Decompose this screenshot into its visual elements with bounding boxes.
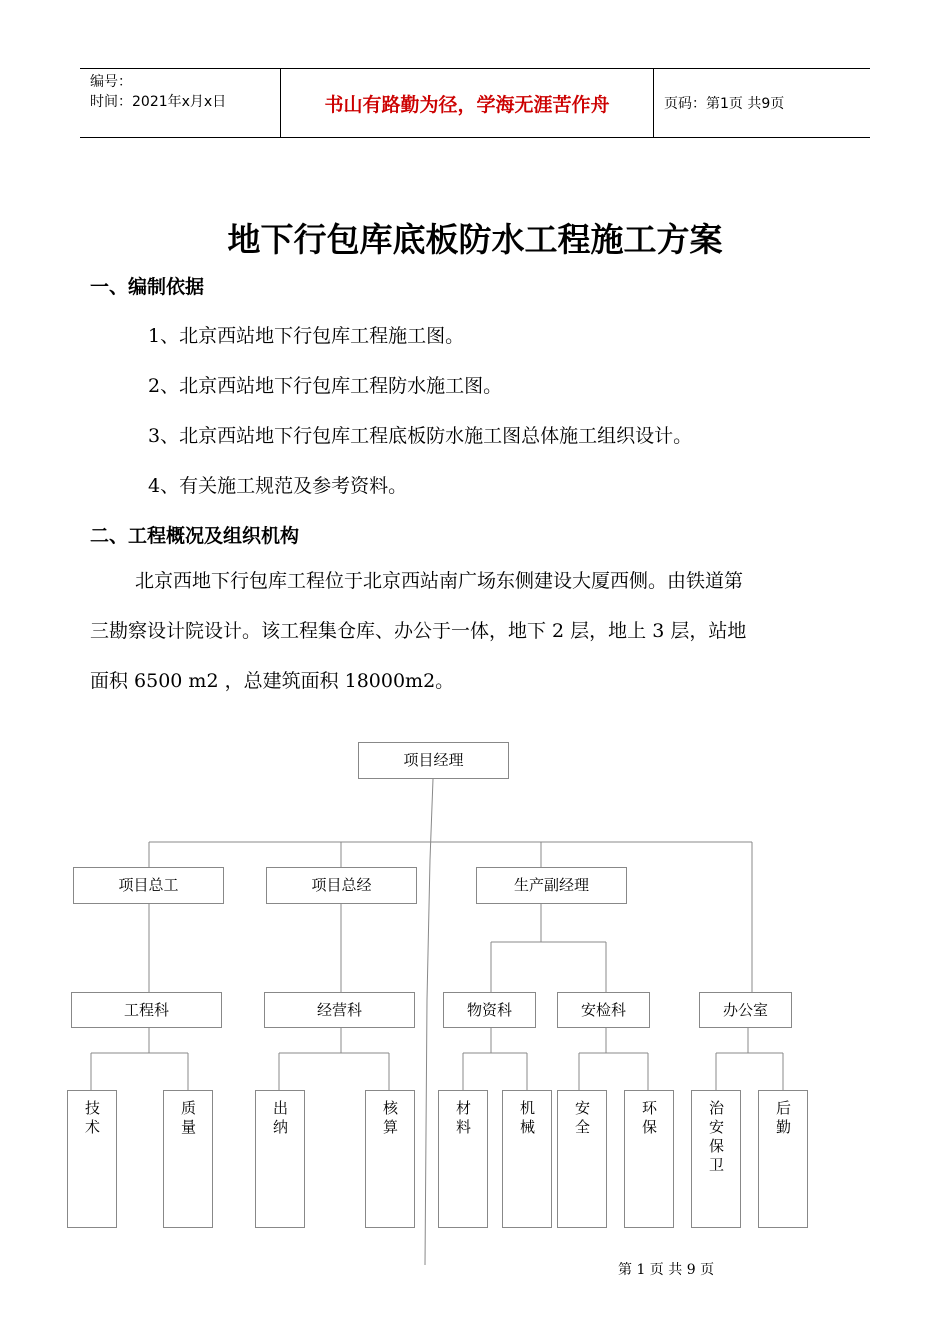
org-l1-chief-engineer: 项目总工 (73, 867, 224, 904)
org-l1-production-manager: 生产副经理 (476, 867, 627, 904)
org-l3-label: 出纳 (273, 1099, 289, 1136)
org-l3-label: 材料 (456, 1099, 472, 1136)
motto: 书山有路勤为径，学海无涯苦作舟 (281, 69, 654, 137)
org-l3-label: 安全 (575, 1099, 591, 1136)
org-l3-box (624, 1090, 674, 1228)
page-info: 页码：第1页 共9页 (664, 96, 785, 112)
document-title: 地下行包库底板防水工程施工方案 (227, 220, 723, 259)
org-l3-label: 治安保卫 (709, 1099, 725, 1174)
section1-heading: 一、编制依据 (90, 276, 205, 298)
org-l3-label: 技术 (85, 1099, 101, 1136)
org-l2-safety: 安检科 (557, 992, 650, 1028)
org-l3-label: 后勤 (776, 1099, 792, 1136)
basis-item-4: 4、有关施工规范及参考资料。 (148, 475, 408, 497)
org-l3-label: 机械 (520, 1099, 536, 1136)
org-l3-box (438, 1090, 488, 1228)
basis-item-3: 3、北京西站地下行包库工程底板防水施工图总体施工组织设计。 (148, 425, 693, 447)
org-l3-box (691, 1090, 741, 1228)
org-l3-box (758, 1090, 808, 1228)
org-l2-materials: 物资科 (443, 992, 536, 1028)
page-footer: 第 1 页 共 9 页 (618, 1262, 715, 1278)
org-l2-engineering: 工程科 (71, 992, 222, 1028)
overview-line-3: 面积 6500 m2 ，总建筑面积 18000m2。 (90, 670, 455, 692)
basis-item-2: 2、北京西站地下行包库工程防水施工图。 (148, 375, 503, 397)
org-l3-box (67, 1090, 117, 1228)
org-root: 项目经理 (358, 742, 509, 779)
org-l3-label: 核算 (383, 1099, 399, 1136)
org-l1-general-manager: 项目总经 (266, 867, 417, 904)
org-l3-box (255, 1090, 305, 1228)
org-l3-box (557, 1090, 607, 1228)
section2-heading: 二、工程概况及组织机构 (90, 525, 300, 547)
org-l3-label: 环保 (642, 1099, 658, 1136)
org-l3-label: 质量 (181, 1099, 197, 1136)
time-label: 时间：2021年x月x日 (90, 94, 227, 110)
org-l2-office: 办公室 (699, 992, 792, 1028)
org-l3-box (163, 1090, 213, 1228)
overview-line-1: 北京西地下行包库工程位于北京西站南广场东侧建设大厦西侧。由铁道第 (135, 570, 744, 592)
org-l2-business: 经营科 (264, 992, 415, 1028)
number-label: 编号： (90, 74, 132, 90)
basis-item-1: 1、北京西站地下行包库工程施工图。 (148, 325, 465, 347)
org-l3-box (365, 1090, 415, 1228)
org-l3-box (502, 1090, 552, 1228)
overview-line-2: 三勘察设计院设计。该工程集仓库、办公于一体，地下 2 层，地上 3 层，站地 (90, 620, 747, 642)
